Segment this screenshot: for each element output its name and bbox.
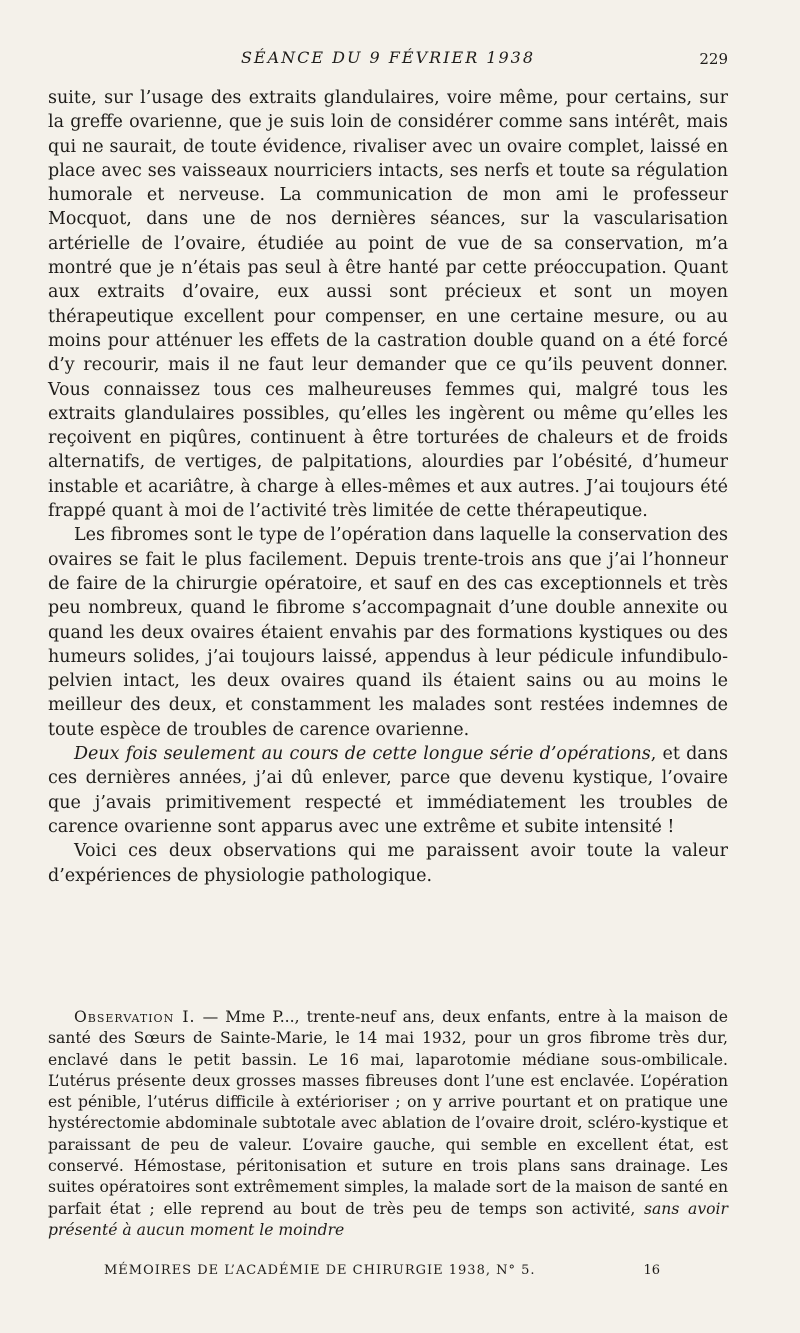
observation-italic-end: sans avoir présenté à aucun moment le moindre bbox=[48, 1199, 728, 1239]
paragraph-3-rest: , et dans ces dernières années, j’ai dû enlever, parce que devenu kystique, l’ovaire que j’avais primitivement respecté et immédiatement les troubles de carence ovarienne sont apparus avec une extrême et subite intensité ! bbox=[48, 744, 728, 837]
page-number: 229 bbox=[699, 50, 728, 68]
observation-text: — Mme P..., trente-neuf ans, deux enfants, entre à la maison de santé des Sœurs de Sainte-Marie, le 14 mai 1932, pour un gros fibrome très dur, enclavé dans le petit bassin. Le 16 mai, laparotomie médiane sous-ombilicale. L’utérus présente deux grosses masses fibreuses dont l’une est enclavée. L’opération est pénible, l’utérus difficile à extérioriser ; on y arrive pourtant et on pratique une hystérectomie abdominale subtotale avec ablation de l’ovaire droit, scléro-kystique et paraissant de peu de valeur. L’ovaire gauche, qui semble en excellent état, est conservé. Hémostase, péritonisation et suture en trois plans sans drainage. Les suites opératoires sont extrêmement simples, la malade sort de la maison de santé en parfait état ; elle reprend au bout de très peu de temps son activité, bbox=[48, 1008, 729, 1218]
paragraph-1: suite, sur l’usage des extraits glandulaires, voire même, pour certains, sur la greffe ovarienne, que je suis loin de considérer comme sans intérêt, mais qui ne saurait, de toute évidence, rivaliser avec un ovaire complet, laissé en place avec ses vaisseaux nourriciers intacts, ses nerfs et toute sa régulation humorale et nerveuse. La communication de mon ami le professeur Mocquot, dans une de nos dernières séances, sur la vascularisation artérielle de l’ovaire, étudiée au point de vue de sa conservation, m’a montré que je n’étais pas seul à être hanté par cette préoccupation. Quant aux extraits d’ovaire, eux aussi sont précieux et sont un moyen thérapeutique excellent pour compenser, en une certaine mesure, ou au moins pour atténuer les effets de la castration double quand on a été forcé d’y recourir, mais il ne faut leur demander que ce qu’ils peuvent donner. Vous connaissez tous ces malheureuses femmes qui, malgré tous les extraits glandulaires possibles, qu’elles les ingèrent ou même qu’elles les reçoivent en piqûres, continuent à être torturées de chaleurs et de froids alternatifs, de vertiges, de palpitations, alourdies par l’obésité, d’humeur instable et acariâtre, à charge à elles-mêmes et aux autres. J’ai toujours été frappé quant à moi de l’activité très limitée de cette thérapeutique. bbox=[48, 88, 728, 522]
footer-signature-number: 16 bbox=[643, 1263, 660, 1278]
document-page bbox=[48, 0, 728, 1333]
observation-block bbox=[48, 1007, 728, 1241]
paragraph-2: Les fibromes sont le type de l’opération dans laquelle la conservation des ovaires se fait le plus facilement. Depuis trente-trois ans que j’ai l’honneur de faire de la chirurgie opératoire, et sauf en des cas exceptionnels et très peu nombreux, quand le fibrome s’accompagnait d’une double annexite ou quand les deux ovaires étaient envahis par des formations kystiques ou des humeurs solides, j’ai toujours laissé, appendus à leur pédicule infundibulo-pelvien intact, les deux ovaires quand ils étaient sains ou au moins le meilleur des deux, et constamment les malades sont restées indemnes de toute espèce de troubles de carence ovarienne. bbox=[48, 525, 728, 740]
paragraph-4: Voici ces deux observations qui me paraissent avoir toute la valeur d’expériences de physiologie pathologique. bbox=[48, 841, 728, 886]
paragraph-3 bbox=[48, 742, 728, 839]
paragraph-3-italic: Deux fois seulement au cours de cette longue série d’opérations bbox=[74, 744, 651, 765]
page-footer bbox=[48, 1263, 728, 1283]
page-header bbox=[48, 48, 728, 72]
body-text bbox=[48, 86, 728, 888]
running-title: SÉANCE DU 9 FÉVRIER 1938 bbox=[240, 48, 536, 67]
footer-journal: MÉMOIRES DE L’ACADÉMIE DE CHIRURGIE 1938, N° 5. bbox=[104, 1263, 536, 1278]
observation-label: Observation I. bbox=[74, 1008, 196, 1026]
observation-paragraph bbox=[48, 1007, 728, 1241]
